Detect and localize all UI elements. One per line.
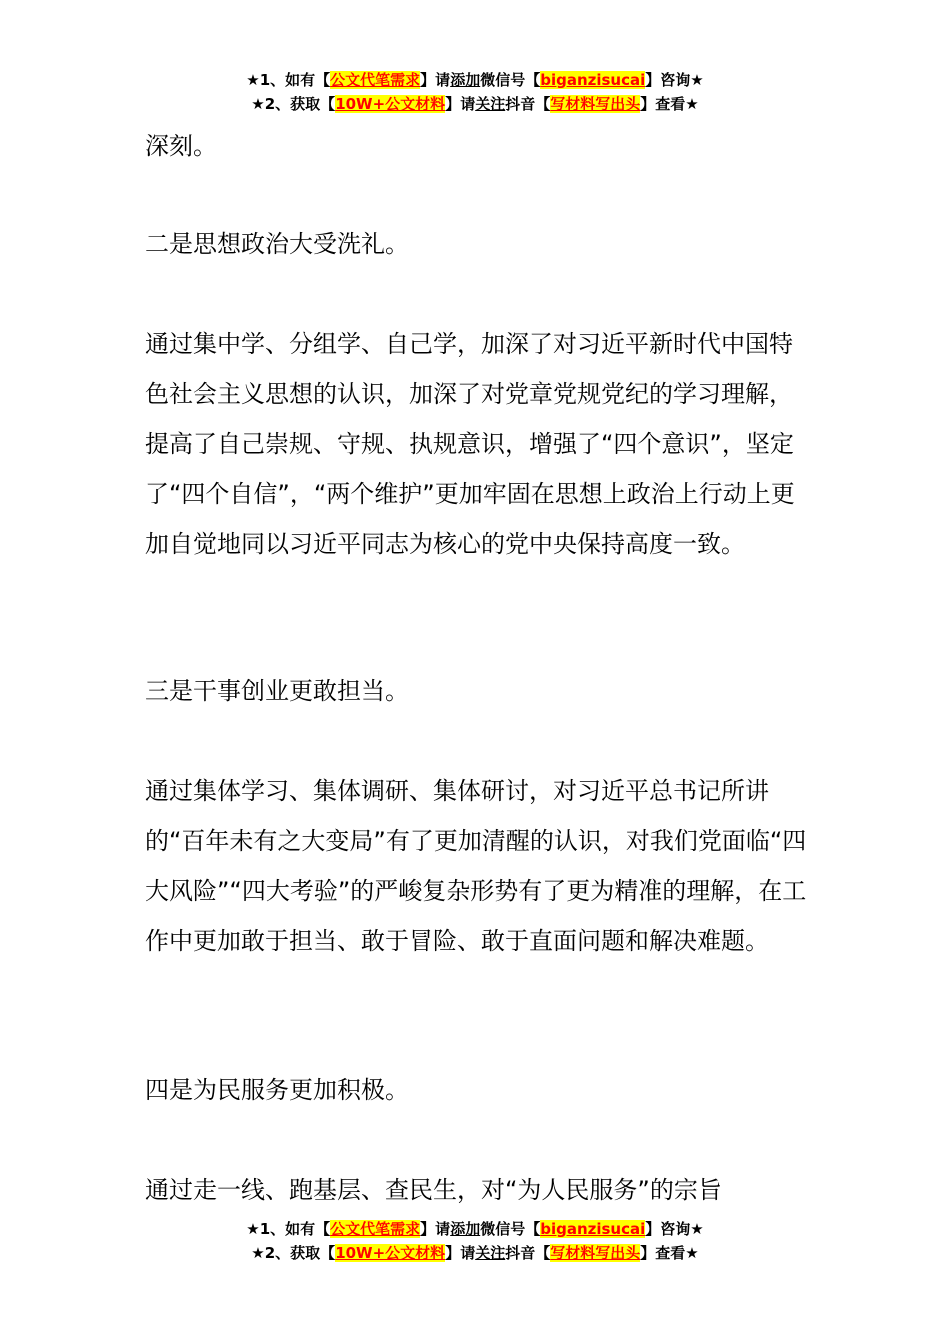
banner-text: 】请 xyxy=(445,1244,476,1262)
highlight-text: 公文代笔需求 xyxy=(330,1220,421,1238)
banner-text: 】查看★ xyxy=(640,95,699,113)
highlight-text: 10W+公文材料 xyxy=(335,1244,446,1262)
banner-text: ★1、如有【 xyxy=(246,71,331,89)
banner-line-2 xyxy=(0,1241,950,1265)
douyin-id-highlight: 写材料写出头 xyxy=(550,95,641,113)
banner-text: 】请 xyxy=(420,1220,451,1238)
wechat-id-highlight: biganzisucai xyxy=(540,1220,646,1238)
wechat-id-highlight: biganzisucai xyxy=(540,71,646,89)
highlight-text: 公文代笔需求 xyxy=(330,71,421,89)
paragraph-continuation: 深刻。 xyxy=(145,132,217,160)
banner-text: ★2、获取【 xyxy=(251,1244,336,1262)
header-banner xyxy=(0,68,950,116)
banner-line-1 xyxy=(0,1217,950,1241)
banner-text: 微信号【 xyxy=(480,71,541,89)
paragraph-body: 通过走一线、跑基层、查民生，对“为人民服务”的宗旨 xyxy=(145,1176,722,1204)
banner-text: 抖音【 xyxy=(505,95,551,113)
banner-text: 抖音【 xyxy=(505,1244,551,1262)
banner-text: 微信号【 xyxy=(480,1220,541,1238)
section-heading-3: 三是干事创业更敢担当。 xyxy=(145,677,409,705)
highlight-text: 10W+公文材料 xyxy=(335,95,446,113)
section-heading-4: 四是为民服务更加积极。 xyxy=(145,1076,409,1104)
banner-text: 】请 xyxy=(420,71,451,89)
douyin-id-highlight: 写材料写出头 xyxy=(550,1244,641,1262)
banner-text: 】咨询★ xyxy=(645,1220,704,1238)
paragraph-body: 通过集中学、分组学、自己学，加深了对习近平新时代中国特色社会主义思想的认识，加深了对党章党规党纪的学习理解，提高了自己崇规、守规、执规意识，增强了“四个意识”，坚定了“四个自信”，“两个维护”更加牢固在思想上政治上行动上更加自觉地同以习近平同志为核心的党中央保持高度一致。 xyxy=(145,330,795,558)
banner-text: 】请 xyxy=(445,95,476,113)
banner-text: 】查看★ xyxy=(640,1244,699,1262)
banner-text: ★1、如有【 xyxy=(246,1220,331,1238)
banner-line-1 xyxy=(0,68,950,92)
banner-line-2 xyxy=(0,92,950,116)
footer-banner xyxy=(0,1217,950,1265)
underlined-text: 关注 xyxy=(475,1244,506,1262)
underlined-text: 添加 xyxy=(450,1220,481,1238)
banner-text: 】咨询★ xyxy=(645,71,704,89)
banner-text: ★2、获取【 xyxy=(251,95,336,113)
paragraph-body: 通过集体学习、集体调研、集体研讨，对习近平总书记所讲的“百年未有之大变局”有了更加清醒的认识，对我们党面临“四大风险”“四大考验”的严峻复杂形势有了更为精准的理解，在工作中更加敢于担当、敢于冒险、敢于直面问题和解决难题。 xyxy=(145,777,807,955)
section-heading-2: 二是思想政治大受洗礼。 xyxy=(145,230,409,258)
underlined-text: 关注 xyxy=(475,95,506,113)
underlined-text: 添加 xyxy=(450,71,481,89)
